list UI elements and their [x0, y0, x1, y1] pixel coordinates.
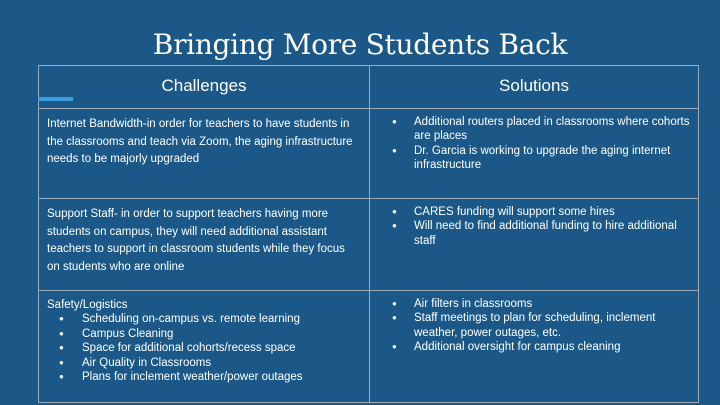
slide-title: Bringing More Students Back [152, 28, 568, 61]
solution-text: Dr. Garcia is working to upgrade the aging internet infrastructure [414, 144, 671, 172]
list-item [392, 144, 690, 173]
challenge-cell [39, 291, 370, 403]
list-item [47, 370, 359, 384]
solution-text: Staff meetings to plan for scheduling, inclement weather, power outages, etc. [414, 312, 656, 339]
challenge-item-text: Campus Cleaning [82, 327, 174, 340]
challenge-item-text: Plans for inclement weather/power outages [82, 371, 303, 384]
list-item [392, 340, 690, 354]
list-item [392, 219, 690, 248]
bullet-icon: ● [59, 372, 64, 382]
challenge-cell: Internet Bandwidth-in order for teachers to have students in the classrooms and teach via Zoom, the aging infrastructure needs to be majorly upgraded [39, 109, 370, 199]
list-item [392, 297, 690, 311]
solution-text: Additional routers placed in classrooms where cohorts are places [414, 116, 690, 143]
table-row [39, 291, 699, 403]
challenge-item-text: Space for additional cohorts/recess space [82, 342, 296, 355]
table-row [39, 199, 699, 291]
accent-bar [38, 97, 73, 101]
list-item [392, 205, 690, 219]
solution-cell [370, 291, 699, 403]
table-header-row [39, 66, 699, 109]
list-item [47, 341, 359, 355]
list-item [392, 311, 690, 340]
bullet-icon: ● [392, 145, 397, 155]
challenge-heading: Safety/Logistics [47, 299, 128, 311]
bullet-icon: ● [392, 299, 397, 308]
solution-text: Air filters in classrooms [414, 298, 533, 310]
solution-text: Additional oversight for campus cleaning [414, 341, 621, 354]
table-row [39, 109, 699, 199]
bullet-icon: ● [59, 314, 64, 324]
solution-cell [370, 109, 699, 199]
bullet-icon: ● [392, 117, 397, 126]
solution-list [392, 115, 690, 173]
solution-list [392, 205, 690, 248]
list-item [47, 356, 359, 370]
header-solutions: Solutions [370, 66, 699, 109]
list-item [392, 115, 690, 144]
list-item [47, 312, 359, 326]
challenges-solutions-table [38, 65, 699, 403]
challenge-sublist [47, 312, 359, 384]
bullet-icon: ● [59, 357, 64, 367]
challenge-item-text: Air Quality in Classrooms [82, 356, 212, 369]
solution-text: CARES funding will support some hires [414, 206, 615, 218]
solution-list [392, 297, 690, 355]
header-challenges: Challenges [39, 66, 370, 109]
challenge-item-text: Scheduling on-campus vs. remote learning [82, 313, 300, 326]
bullet-icon: ● [392, 313, 397, 323]
solution-cell [370, 199, 699, 291]
bullet-icon: ● [59, 328, 64, 338]
bullet-icon: ● [392, 221, 397, 231]
list-item [47, 327, 359, 341]
bullet-icon: ● [392, 207, 397, 216]
bullet-icon: ● [392, 342, 397, 352]
challenge-cell: Support Staff- in order to support teachers having more students on campus, they will need additional assistant teachers to support in classroom students while they focus on students who are online [39, 199, 370, 291]
bullet-icon: ● [59, 343, 64, 353]
solution-text: Will need to find additional funding to hire additional staff [414, 220, 677, 247]
